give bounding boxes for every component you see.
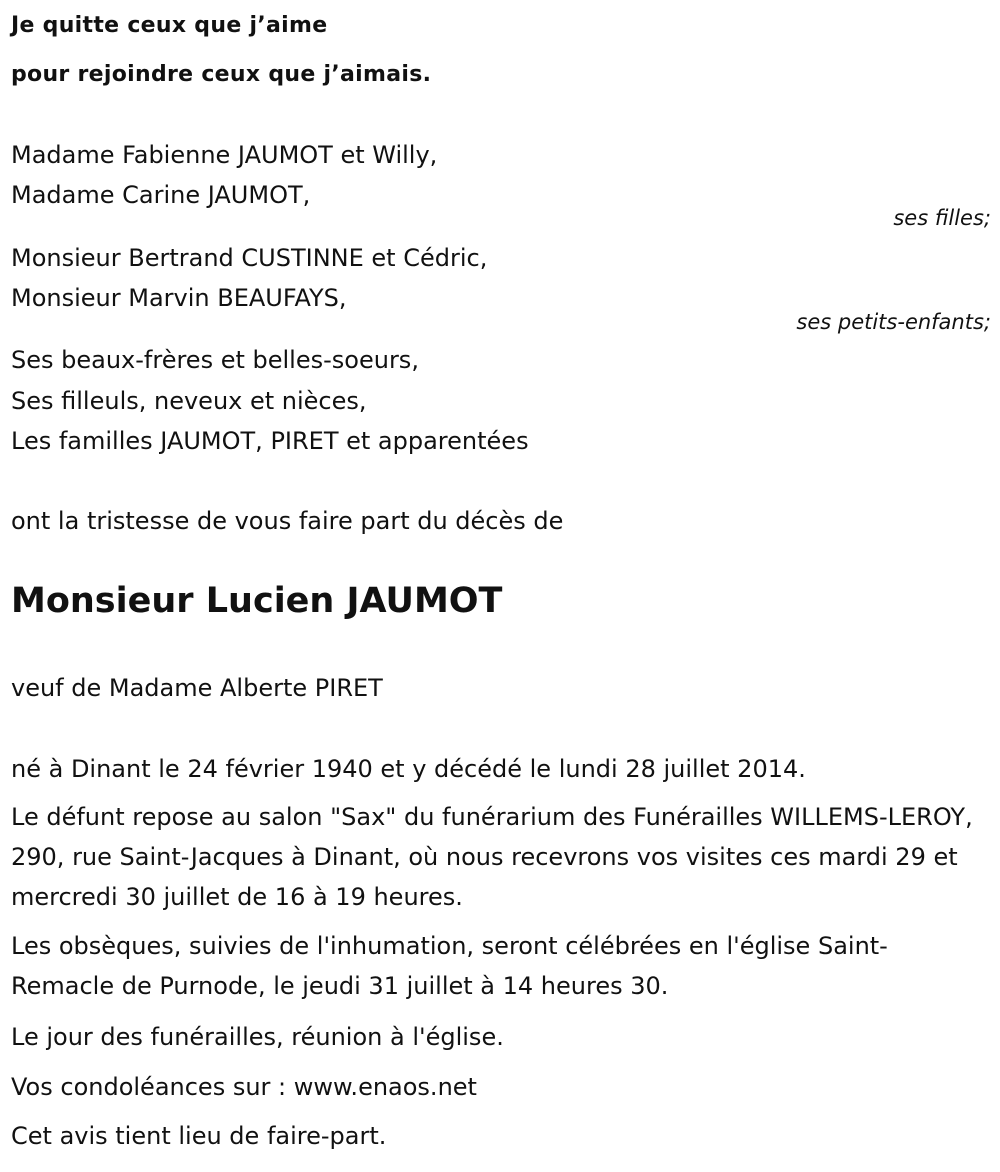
meeting-info: Le jour des funérailles, réunion à l'église. [11, 1023, 504, 1051]
relatives-line-3: Les familles JAUMOT, PIRET et apparentées [11, 427, 529, 455]
relatives-line-1: Ses beaux-frères et belles-soeurs, [11, 346, 419, 374]
relatives-line-2: Ses filleuls, neveux et nièces, [11, 387, 367, 415]
epigraph-line-2: pour rejoindre ceux que j’aimais. [11, 62, 432, 87]
birth-death-info: né à Dinant le 24 février 1940 et y décédé le lundi 28 juillet 2014. [11, 755, 806, 783]
widower-of: veuf de Madame Alberte PIRET [11, 674, 383, 702]
daughter-name-2: Madame Carine JAUMOT, [11, 181, 311, 209]
deceased-name: Monsieur Lucien JAUMOT [11, 581, 503, 621]
funeral-info: Les obsèques, suivies de l'inhumation, seront célébrées en l'église Saint-Remacle de Purnode, le jeudi 31 juillet à 14 heures 30. [11, 932, 888, 1000]
grandchild-name-2: Monsieur Marvin BEAUFAYS, [11, 284, 347, 312]
closing-text: Cet avis tient lieu de faire-part. [11, 1122, 387, 1150]
daughters-role: ses filles; [893, 206, 991, 230]
obituary-notice [11, 0, 991, 1172]
grandchild-name-1: Monsieur Bertrand CUSTINNE et Cédric, [11, 244, 488, 272]
epigraph-line-1: Je quitte ceux que j’aime [11, 13, 328, 38]
grandchildren-role: ses petits-enfants; [796, 310, 991, 334]
daughter-name-1: Madame Fabienne JAUMOT et Willy, [11, 141, 438, 169]
condolences-info: Vos condoléances sur : www.enaos.net [11, 1073, 477, 1101]
rest-info: Le défunt repose au salon "Sax" du funérarium des Funérailles WILLEMS-LEROY, 290, rue Saint-Jacques à Dinant, où nous recevrons vos visites ces mardi 29 et mercredi 30 juillet de 16 à 19 heures. [11, 803, 973, 911]
announcement-text: ont la tristesse de vous faire part du décès de [11, 507, 564, 535]
